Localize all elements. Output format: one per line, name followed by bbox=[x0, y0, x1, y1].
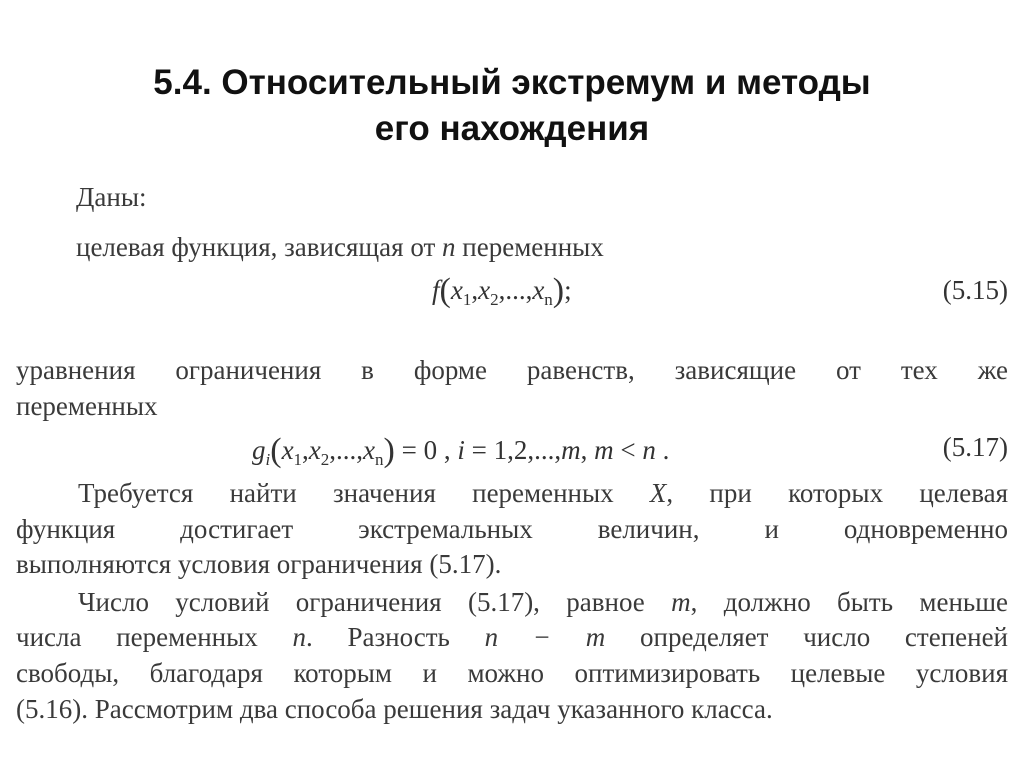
p2-var-m: m bbox=[671, 587, 691, 617]
formula-i: i bbox=[457, 435, 465, 465]
formula-f: f bbox=[432, 275, 440, 305]
formula-sub1: 1 bbox=[293, 450, 303, 469]
target-tail: переменных bbox=[462, 232, 604, 262]
formula-x1: x bbox=[281, 435, 294, 465]
p2-line1-a: Число условий ограничения (5.17), равное bbox=[78, 587, 645, 617]
formula-comma: , bbox=[580, 435, 588, 465]
formula-sub2: 2 bbox=[320, 450, 330, 469]
formula-5-17: $g_i(x_1,x_2,...,x_n) = 0$ , i = 1,2,...,m, m < n . bbox=[252, 432, 670, 469]
formula-range: = 1,2,..., bbox=[471, 435, 562, 465]
formula-subn: n bbox=[375, 450, 384, 469]
formula-n: n bbox=[642, 435, 656, 465]
formula-m2: m bbox=[594, 435, 614, 465]
title-line-1: 5.4. Относительный экстремум и методы bbox=[153, 63, 871, 102]
p2-expr-n-minus-m: n − m bbox=[484, 622, 606, 652]
formula-equals-zero: = 0 , bbox=[401, 435, 451, 465]
given-label: Даны: bbox=[76, 182, 147, 212]
target-function-text bbox=[76, 232, 604, 263]
formula-x2: x bbox=[478, 275, 491, 305]
formula-sub2: 2 bbox=[490, 290, 499, 309]
equation-number-5-15: (5.15) bbox=[942, 275, 1008, 305]
p1-line1-a: Требуется найти значения переменных bbox=[78, 478, 614, 508]
formula-sub1: 1 bbox=[462, 290, 472, 309]
formula-subn: n bbox=[544, 290, 553, 309]
p2-line2-c: определяет число степеней bbox=[640, 622, 1009, 652]
formula-5-15: $f(x_1,x_2,...,x_n)$; bbox=[432, 272, 572, 309]
formula-xn: x bbox=[363, 435, 376, 465]
formula-x2: x bbox=[308, 435, 321, 465]
paragraph2-line-1 bbox=[78, 587, 1008, 618]
paragraph1-line-2: функция достигает экстремальных величин, и одновременно bbox=[16, 514, 1008, 544]
p2-line1-b: , должно быть меньше bbox=[690, 587, 1009, 617]
constraints-line-1: уравнения ограничения в форме равенств, зависящие от тех же bbox=[16, 355, 1008, 385]
formula-dots: ..., bbox=[505, 275, 533, 305]
formula-m: m bbox=[561, 435, 581, 465]
p2-var-n: n bbox=[292, 622, 306, 652]
p1-var-x: X bbox=[649, 478, 667, 508]
formula-xn: x bbox=[532, 275, 545, 305]
paragraph2-line-2 bbox=[16, 622, 1008, 653]
constraints-line-2: переменных bbox=[16, 391, 158, 421]
p2-line2-b: . Разность bbox=[305, 622, 450, 652]
paragraph1-line-1 bbox=[78, 478, 1008, 509]
p1-line1-b: , при которых целевая bbox=[666, 478, 1009, 508]
target-text: целевая функция, зависящая от bbox=[76, 232, 436, 262]
paragraph2-line-3: свободы, благодаря которым и можно оптимизировать целевые условия bbox=[16, 658, 1008, 688]
formula-x1: x bbox=[450, 275, 463, 305]
paragraph2-line-4: (5.16). Рассмотрим два способа решения задач указанного класса. bbox=[16, 694, 773, 724]
formula-g-sub: i bbox=[265, 450, 271, 469]
p2-line2-a: числа переменных bbox=[16, 622, 258, 652]
formula-period: . bbox=[662, 435, 670, 465]
title-line-2: его нахождения bbox=[374, 109, 650, 148]
equation-number-5-17: (5.17) bbox=[942, 432, 1008, 462]
slide-title bbox=[0, 60, 1024, 152]
formula-lt: < bbox=[620, 435, 636, 465]
target-var: n bbox=[442, 232, 456, 262]
paragraph1-line-3: выполняются условия ограничения (5.17). bbox=[16, 549, 502, 579]
formula-semicolon: ; bbox=[564, 275, 572, 305]
formula-g: g bbox=[252, 435, 266, 465]
formula-dots: ..., bbox=[336, 435, 364, 465]
